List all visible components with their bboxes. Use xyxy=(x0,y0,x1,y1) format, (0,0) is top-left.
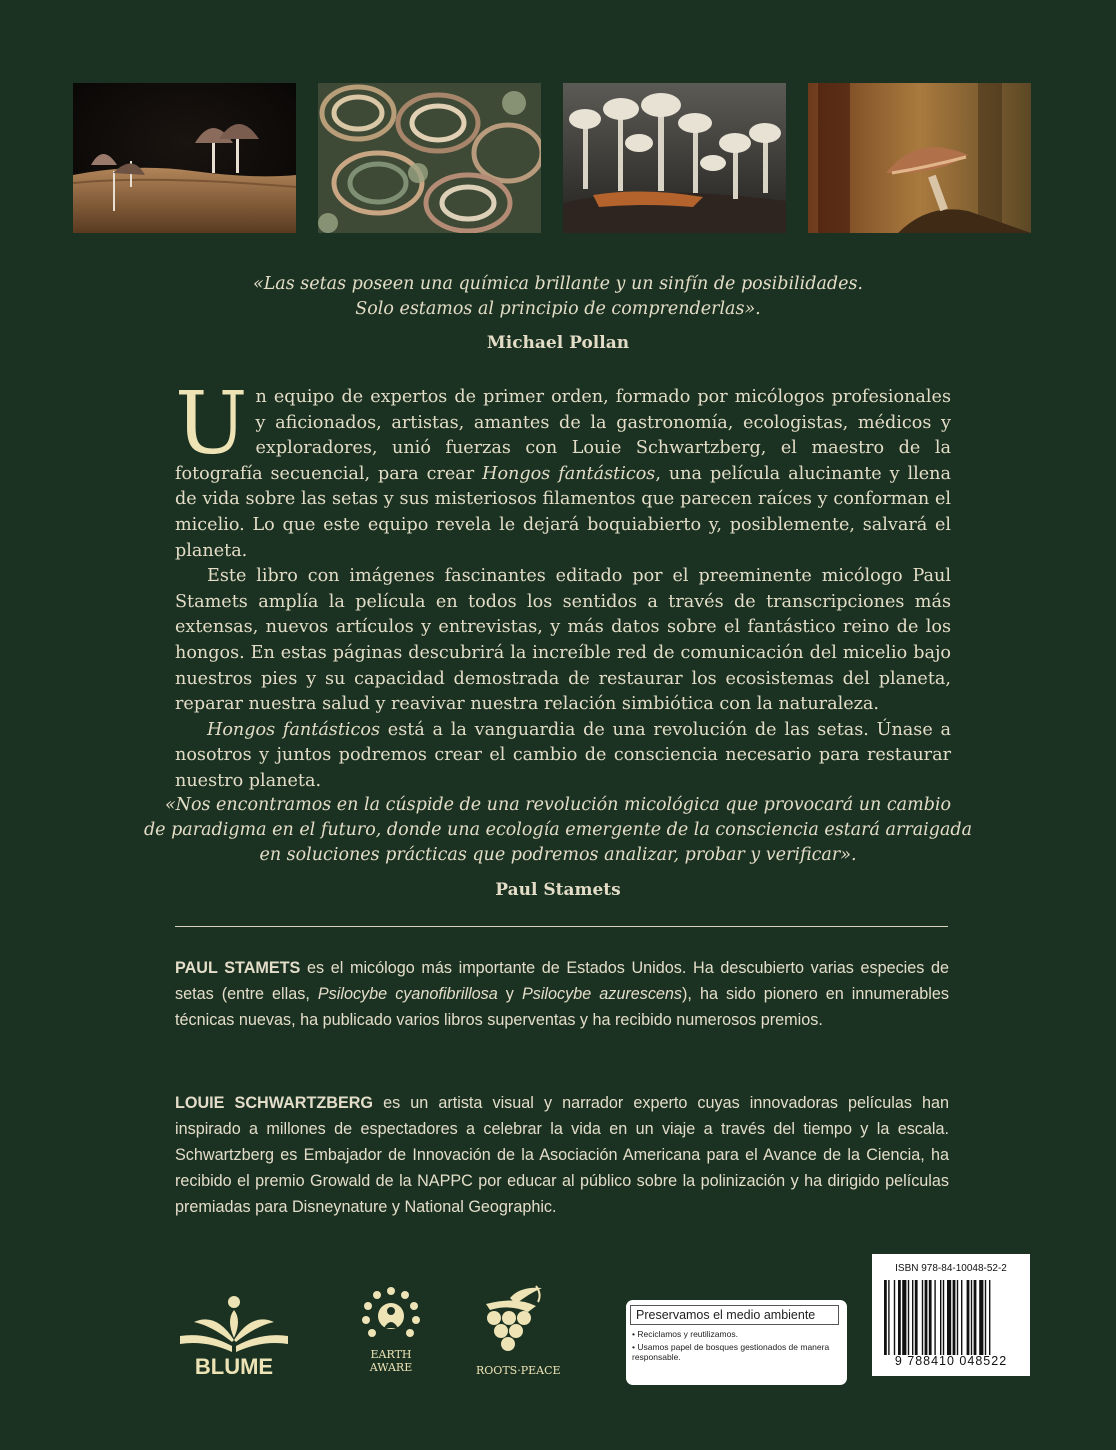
paragraph-2: Este libro con imágenes fascinantes editado por el preeminente micólogo Paul Stamets amplía la película en todos los sentidos a través de transcripciones más extensas, nuevos artículos y entrevistas, y más datos sobre el fantástico reino de los hongos. En estas páginas descubrirá la increíble red de comunicación del micelio bajo nuestros pies y su capacidad demostrada de restaurar los ecosistemas del planeta, reparar nuestra salud y reavivar nuestra relación simbiótica con la naturaleza. xyxy=(175,566,951,715)
species-name: Psilocybe cyanofibrillosa xyxy=(317,985,498,1003)
bio-paul-stamets xyxy=(175,955,949,1033)
barcode-bar xyxy=(943,1280,944,1355)
paragraph-text: , una película alucinante y llena de vida sobre las setas y sus misteriosos filamentos que parecen raíces y conforman el micelio. Lo que este equipo revela le dejará boquiabierto y, posiblemente, salvará el planeta. xyxy=(175,463,951,561)
quote-line: de paradigma en el futuro, donde una ecología emergente de la consciencia estará arraigada xyxy=(143,820,973,840)
paragraph-text: n equipo de expertos de primer orden, formado por micólogos profesionales y aficionados, artistas, amantes de la gastronomía, ecologistas, médicos y exploradores, unió fuerzas con Louie Schwartzberg, el maestro de la fotografía secuencial, para crear xyxy=(175,387,951,484)
barcode-bar xyxy=(967,1280,970,1355)
bio-text: es el micólogo más importante de Estados Unidos. Ha descubierto varias especies de setas (entre ellas, xyxy=(175,959,949,1003)
bio-text: ), ha sido pionero en innumerables técnicas nuevas, ha publicado varios libros superventas y ha recibido numerosos premios. xyxy=(175,985,949,1029)
quote-author: Michael Pollan xyxy=(486,333,630,353)
earth-aware-logo xyxy=(358,1286,424,1382)
roots-of-peace-logo xyxy=(476,1284,561,1384)
barcode-bar xyxy=(971,1280,972,1355)
barcode-bar xyxy=(985,1280,986,1355)
blume-logo xyxy=(176,1292,292,1382)
barcode-number: 9 788410 048522 xyxy=(894,1354,1008,1368)
barcode-bar xyxy=(908,1280,909,1355)
quote-author: Paul Stamets xyxy=(495,880,621,900)
earth-aware-wordmark xyxy=(358,1348,424,1374)
bio-louie-schwartzberg xyxy=(175,1090,949,1220)
barcode-bar xyxy=(912,1280,913,1355)
drop-cap: U xyxy=(175,374,248,474)
photo-strip xyxy=(73,83,1029,233)
barcode-bar xyxy=(947,1280,951,1355)
barcode-bar xyxy=(940,1280,941,1355)
bio-name: LOUIE SCHWARTZBERG xyxy=(175,1094,374,1112)
barcode-bar xyxy=(884,1280,887,1355)
barcode-bar xyxy=(974,1280,977,1355)
quote-line: Solo estamos al principio de comprenderlas». xyxy=(355,299,761,319)
barcode-bar xyxy=(989,1280,990,1355)
barcode-bar xyxy=(888,1280,889,1355)
barcode-bar xyxy=(915,1280,918,1355)
environment-heading: Preservamos el medio ambiente xyxy=(630,1305,839,1325)
book-description xyxy=(175,374,951,795)
barcode-bar xyxy=(961,1280,962,1355)
earth-aware-line: EARTH xyxy=(370,1348,412,1361)
pollan-quote xyxy=(0,272,1116,322)
barcode-bar xyxy=(898,1280,901,1355)
species-name: Psilocybe azurescens xyxy=(521,985,683,1003)
environment-item: • Usamos papel de bosques gestionados de manera responsable. xyxy=(632,1342,847,1362)
paragraph-text: está a la vanguardia de una revolución de las setas. Únase a nosotros y juntos podremos crear el cambio de consciencia necesario para restaurar nuestro planeta. xyxy=(175,719,951,791)
quote-line: en soluciones prácticas que podremos analizar, probar y verificar». xyxy=(259,845,857,865)
environment-item: • Reciclamos y reutilizamos. xyxy=(632,1329,847,1339)
barcode-bar xyxy=(979,1280,983,1355)
environment-list xyxy=(632,1329,847,1362)
barcode-box xyxy=(872,1254,1030,1376)
book-title: Hongos fantásticos xyxy=(207,719,381,740)
photo-mushrooms-on-log xyxy=(73,83,296,233)
barcode-bar xyxy=(957,1280,958,1355)
bio-text: y xyxy=(497,985,522,1003)
blume-wordmark: BLUME xyxy=(194,1354,274,1379)
barcode-bar xyxy=(929,1280,932,1355)
roots-of-peace-wordmark: ROOTS·PEACE xyxy=(476,1364,561,1377)
barcode-bars xyxy=(884,1280,1018,1355)
isbn-label: ISBN 978-84-10048-52-2 xyxy=(895,1263,1007,1274)
photo-mushroom-forest xyxy=(808,83,1031,233)
bio-name: PAUL STAMETS xyxy=(175,959,301,977)
environment-badge xyxy=(626,1300,847,1385)
barcode-bar xyxy=(925,1280,928,1355)
quote-line: «Nos encontramos en la cúspide de una revolución micológica que provocará un cambio xyxy=(164,795,952,815)
barcode-bar xyxy=(902,1280,906,1355)
book-title: Hongos fantásticos xyxy=(482,463,656,484)
photo-turkey-tail-fungi xyxy=(318,83,541,233)
barcode-bar xyxy=(934,1280,935,1355)
divider xyxy=(175,926,948,927)
barcode-bar xyxy=(922,1280,923,1355)
barcode-bar xyxy=(894,1280,895,1355)
earth-aware-line: AWARE xyxy=(369,1361,413,1374)
barcode-bar xyxy=(953,1280,956,1355)
stamets-quote xyxy=(0,793,1116,868)
bio-text: es un artista visual y narrador experto cuyas innovadoras películas han inspirado a millones de espectadores a celebrar la vida en un viaje a través del tiempo y la escala. Schwartzberg es Embajador de Innovación de la Asociación Americana para el Avance de la Ciencia, ha recibido el premio Growald de la NAPPC por educar al público sobre la polinización y ha dirigido películas premiadas para Disneynature y National Geographic. xyxy=(175,1094,949,1216)
photo-mushroom-cluster xyxy=(563,83,786,233)
quote-line: «Las setas poseen una química brillante y un sinfín de posibilidades. xyxy=(252,274,863,294)
